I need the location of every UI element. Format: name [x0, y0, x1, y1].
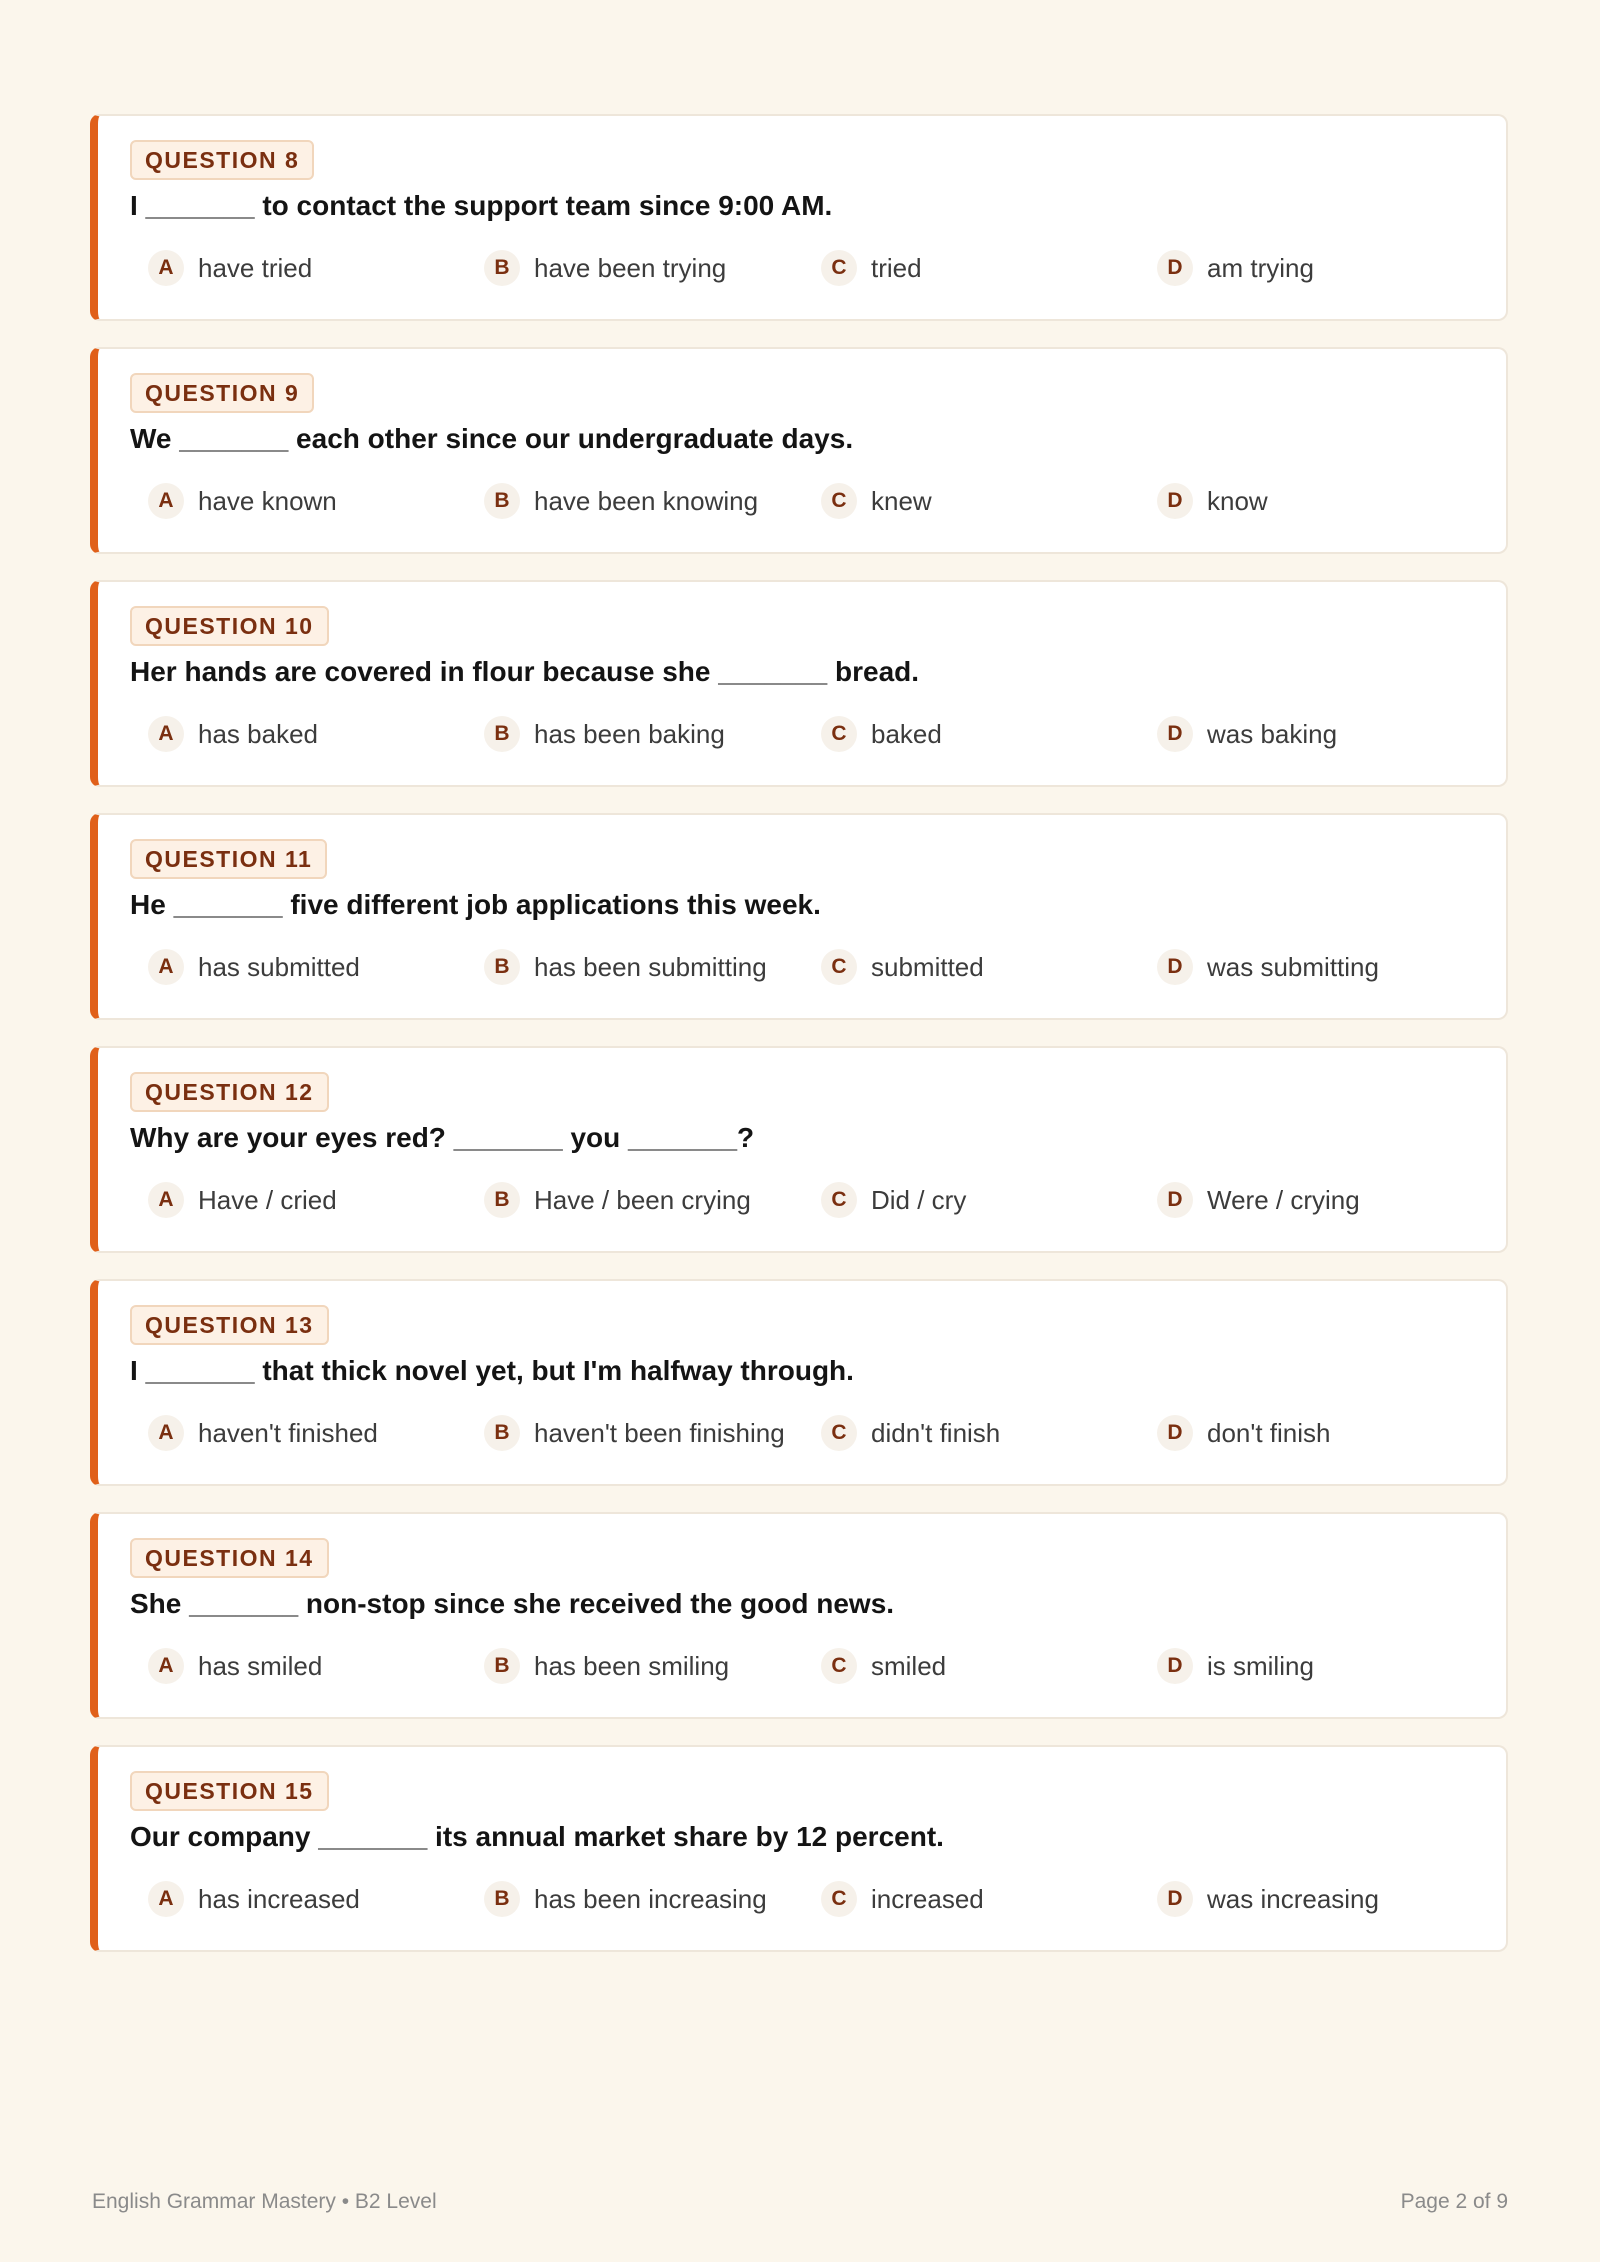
option-text-b: have been knowing — [534, 485, 759, 516]
option-letter-b: B — [484, 1182, 520, 1218]
option-text-d: was baking — [1207, 718, 1338, 749]
option-letter-d: D — [1157, 1415, 1193, 1451]
question-text: I _______ that thick novel yet, but I'm halfway through. — [130, 1355, 854, 1386]
question-card — [90, 580, 1508, 787]
option-letter-d: D — [1157, 1648, 1193, 1684]
option-text-b: have been trying — [534, 252, 727, 283]
option-c[interactable] — [821, 1877, 984, 1921]
option-text-d: know — [1207, 485, 1268, 516]
option-text-a: has baked — [198, 718, 318, 749]
option-text-b: has been submitting — [534, 951, 767, 982]
option-c[interactable] — [821, 712, 942, 756]
option-b[interactable] — [484, 1411, 785, 1455]
option-d[interactable] — [1157, 712, 1337, 756]
option-text-c: didn't finish — [871, 1417, 1001, 1448]
option-letter-d: D — [1157, 483, 1193, 519]
option-b[interactable] — [484, 246, 726, 290]
option-letter-c: C — [821, 949, 857, 985]
option-letter-c: C — [821, 716, 857, 752]
question-card — [90, 1745, 1508, 1952]
option-d[interactable] — [1157, 246, 1314, 290]
option-letter-c: C — [821, 250, 857, 286]
option-a[interactable] — [148, 712, 318, 756]
option-text-c: Did / cry — [871, 1184, 967, 1215]
answer-options — [148, 479, 1488, 523]
option-c[interactable] — [821, 246, 922, 290]
question-card — [90, 1512, 1508, 1719]
option-letter-a: A — [148, 483, 184, 519]
question-text: She _______ non-stop since she received the good news. — [130, 1588, 895, 1619]
option-letter-a: A — [148, 1648, 184, 1684]
option-a[interactable] — [148, 945, 360, 989]
option-text-b: haven't been finishing — [534, 1417, 785, 1448]
page-number: Page 2 of 9 — [1400, 2190, 1508, 2213]
option-a[interactable] — [148, 479, 337, 523]
option-c[interactable] — [821, 1411, 1000, 1455]
option-letter-c: C — [821, 1415, 857, 1451]
option-text-b: has been baking — [534, 718, 725, 749]
option-c[interactable] — [821, 945, 984, 989]
question-card — [90, 1046, 1508, 1253]
option-text-a: haven't finished — [198, 1417, 378, 1448]
option-text-d: am trying — [1207, 252, 1314, 283]
answer-options — [148, 1178, 1488, 1222]
option-c[interactable] — [821, 1644, 946, 1688]
option-b[interactable] — [484, 1877, 767, 1921]
option-text-a: has increased — [198, 1883, 360, 1914]
answer-options — [148, 246, 1488, 290]
option-a[interactable] — [148, 1644, 322, 1688]
option-text-d: was submitting — [1207, 951, 1379, 982]
option-letter-c: C — [821, 1648, 857, 1684]
option-c[interactable] — [821, 1178, 966, 1222]
answer-options — [148, 1411, 1488, 1455]
option-d[interactable] — [1157, 479, 1268, 523]
question-text: We _______ each other since our undergraduate days. — [130, 423, 854, 454]
answer-options — [148, 1877, 1488, 1921]
question-card — [90, 347, 1508, 554]
option-text-c: submitted — [871, 951, 984, 982]
option-text-c: smiled — [871, 1650, 947, 1681]
option-text-a: have known — [198, 485, 337, 516]
option-letter-b: B — [484, 250, 520, 286]
option-letter-d: D — [1157, 716, 1193, 752]
option-text-d: Were / crying — [1207, 1184, 1360, 1215]
option-text-d: is smiling — [1207, 1650, 1314, 1681]
question-number-badge: QUESTION 15 — [130, 1771, 329, 1811]
option-text-c: baked — [871, 718, 942, 749]
option-text-c: tried — [871, 252, 922, 283]
option-letter-c: C — [821, 483, 857, 519]
question-text: Her hands are covered in flour because she _______ bread. — [130, 656, 920, 687]
option-a[interactable] — [148, 246, 312, 290]
question-card — [90, 114, 1508, 321]
question-text: He _______ five different job applications this week. — [130, 889, 821, 920]
option-text-b: has been smiling — [534, 1650, 730, 1681]
option-text-c: knew — [871, 485, 932, 516]
option-text-a: has smiled — [198, 1650, 323, 1681]
question-card — [90, 813, 1508, 1020]
option-letter-a: A — [148, 716, 184, 752]
option-letter-d: D — [1157, 1881, 1193, 1917]
option-letter-d: D — [1157, 1182, 1193, 1218]
option-letter-d: D — [1157, 949, 1193, 985]
question-number-badge: QUESTION 8 — [130, 140, 314, 180]
option-letter-a: A — [148, 1415, 184, 1451]
option-b[interactable] — [484, 1644, 729, 1688]
option-letter-a: A — [148, 250, 184, 286]
answer-options — [148, 1644, 1488, 1688]
question-text: Why are your eyes red? _______ you _______? — [130, 1122, 755, 1153]
option-letter-b: B — [484, 949, 520, 985]
option-a[interactable] — [148, 1178, 337, 1222]
answer-options — [148, 945, 1488, 989]
option-letter-a: A — [148, 1881, 184, 1917]
question-text: I _______ to contact the support team since 9:00 AM. — [130, 190, 833, 221]
footer-course-title: English Grammar Mastery • B2 Level — [92, 2190, 437, 2213]
question-number-badge: QUESTION 12 — [130, 1072, 329, 1112]
question-number-badge: QUESTION 13 — [130, 1305, 329, 1345]
option-a[interactable] — [148, 1877, 360, 1921]
question-number-badge: QUESTION 9 — [130, 373, 314, 413]
option-text-d: was increasing — [1207, 1883, 1379, 1914]
option-text-b: Have / been crying — [534, 1184, 751, 1215]
option-d[interactable] — [1157, 1877, 1379, 1921]
option-text-a: have tried — [198, 252, 313, 283]
option-text-b: has been increasing — [534, 1883, 767, 1914]
question-number-badge: QUESTION 10 — [130, 606, 329, 646]
question-number-badge: QUESTION 14 — [130, 1538, 329, 1578]
option-a[interactable] — [148, 1411, 378, 1455]
option-text-c: increased — [871, 1883, 984, 1914]
question-card — [90, 1279, 1508, 1486]
option-letter-b: B — [484, 483, 520, 519]
option-letter-c: C — [821, 1182, 857, 1218]
option-text-d: don't finish — [1207, 1417, 1331, 1448]
option-letter-d: D — [1157, 250, 1193, 286]
option-letter-c: C — [821, 1881, 857, 1917]
option-letter-b: B — [484, 1415, 520, 1451]
option-b[interactable] — [484, 479, 758, 523]
option-letter-a: A — [148, 949, 184, 985]
option-d[interactable] — [1157, 945, 1379, 989]
option-letter-b: B — [484, 1881, 520, 1917]
option-text-a: Have / cried — [198, 1184, 337, 1215]
question-text: Our company _______ its annual market share by 12 percent. — [130, 1821, 944, 1852]
option-c[interactable] — [821, 479, 932, 523]
option-b[interactable] — [484, 1178, 751, 1222]
question-list — [90, 114, 1508, 1978]
option-d[interactable] — [1157, 1644, 1314, 1688]
question-number-badge: QUESTION 11 — [130, 839, 327, 879]
option-d[interactable] — [1157, 1411, 1331, 1455]
option-b[interactable] — [484, 712, 725, 756]
option-letter-a: A — [148, 1182, 184, 1218]
option-letter-b: B — [484, 1648, 520, 1684]
option-letter-b: B — [484, 716, 520, 752]
option-b[interactable] — [484, 945, 767, 989]
option-d[interactable] — [1157, 1178, 1360, 1222]
option-text-a: has submitted — [198, 951, 360, 982]
answer-options — [148, 712, 1488, 756]
